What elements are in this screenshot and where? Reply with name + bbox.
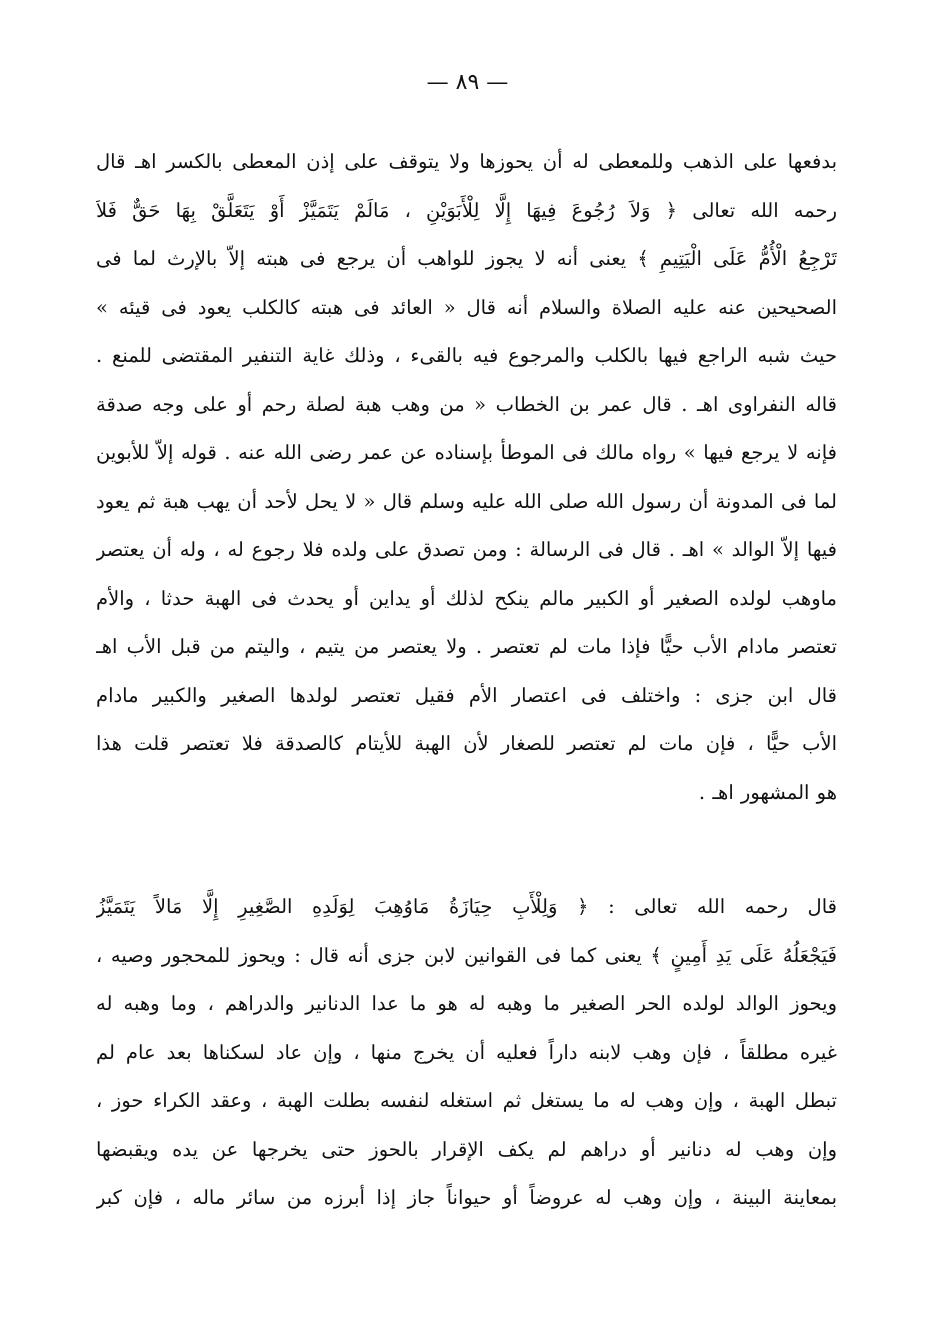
- text-line: حيث شبه الراجع فيها بالكلب والمرجوع فيه بالقىء ، وذلك غاية التنفير المقتضى للمنع .: [96, 344, 837, 367]
- text-line: فيها إلاّ الوالد » اهـ . قال فى الرسالة : ومن تصدق على ولده فلا رجوع له ، وله أن يعتصر: [96, 538, 837, 561]
- text-line: تَرْجِعُ الْأُمُّ عَلَى الْيَتِيمِ ﴾ يعنى أنه لا يجوز للواهب أن يرجع فى هبته إلاّ بالإرث لما فى: [96, 247, 837, 270]
- text-line: الصحيحين عنه عليه الصلاة والسلام أنه قال « العائد فى هبته كالكلب يعود فى قيئه »: [96, 295, 837, 319]
- paragraph-2: [96, 883, 837, 1223]
- text-line: قال رحمه الله تعالى : ﴿ وَلِلْأَبِ حِيَازَةُ مَاوُهِبَ لِوَلَدِهِ الصَّغِيرِ إِلَّا مَالاً يَتَمَيَّزُ: [96, 895, 837, 918]
- text-line: ويحوز الوالد لولده الحر الصغير ما وهبه له هو ما عدا الدنانير والدراهم ، وما وهبه له: [96, 992, 837, 1015]
- text-line: غيره مطلقاً ، فإن وهب لابنه داراً فعليه أن يخرج منها ، وإن عاد لسكناها بعد عام لم: [96, 1040, 837, 1064]
- text-line: بدفعها على الذهب وللمعطى له أن يحوزها ولا يتوقف على إذن المعطى بالكسر اهـ قال: [96, 150, 837, 173]
- text-line: فإنه لا يرجع فيها » رواه مالك فى الموطأ بإسناده عن عمر رضى الله عنه . قوله إلاّ للأبوين: [96, 441, 837, 464]
- text-line: لما فى المدونة أن رسول الله صلى الله عليه وسلم قال « لا يحل لأحد أن يهب هبة ثم يعود: [96, 489, 837, 513]
- paragraph-1: [96, 138, 837, 817]
- text-line: قاله النفراوى اهـ . قال عمر بن الخطاب « من وهب هبة لصلة رحم أو على وجه صدقة: [96, 392, 837, 416]
- text-line: قال ابن جزى : واختلف فى اعتصار الأم فقيل تعتصر لولدها الصغير والكبير مادام: [96, 683, 837, 707]
- page-number: — ٨٩ —: [426, 70, 509, 95]
- text-line: هو المشهور اهـ .: [698, 780, 837, 804]
- text-line: ماوهب لولده الصغير أو الكبير مالم ينكح لذلك أو يداين أو يحدث فى الهبة حدثا ، والأم: [96, 586, 837, 610]
- text-line: بمعاينة البينة ، وإن وهب له عروضاً أو حيواناً جاز إذا أبرزه من سائر ماله ، فإن كبر: [96, 1186, 837, 1209]
- text-line: الأب حيًّا ، فإن مات لم تعتصر للصغار لأن الهبة للأيتام كالصدقة فلا تعتصر قلت هذا: [96, 732, 837, 755]
- text-line: رحمه الله تعالى ﴿ وَلاَ رُجُوعَ فِيهَا إِلَّا لِلْأَبَوَيْنِ ، مَالَمْ يَتَمَيَّزْ أَوْ يَتَعَلَّقْ بِهَا حَقٌّ فَلاَ: [96, 198, 837, 222]
- text-line: تبطل الهبة ، وإن وهب له ما يستغل ثم استغله لنفسه بطلت الهبة ، وعقد الكراء حوز ،: [96, 1089, 837, 1112]
- text-line: تعتصر مادام الأب حيًّا فإذا مات لم تعتصر . ولا يعتصر من يتيم ، واليتم من قبل الأب اهـ: [96, 635, 837, 658]
- text-line: فَيَجْعَلُهُ عَلَى يَدِ أَمِينٍ ﴾ يعنى كما فى القوانين لابن جزى أنه قال : ويحوز للمحجور وصيه ،: [96, 943, 837, 967]
- text-line: وإن وهب له دنانير أو دراهم لم يكف الإقرار بالحوز حتى يخرجها عن يده ويقبضها: [96, 1137, 837, 1161]
